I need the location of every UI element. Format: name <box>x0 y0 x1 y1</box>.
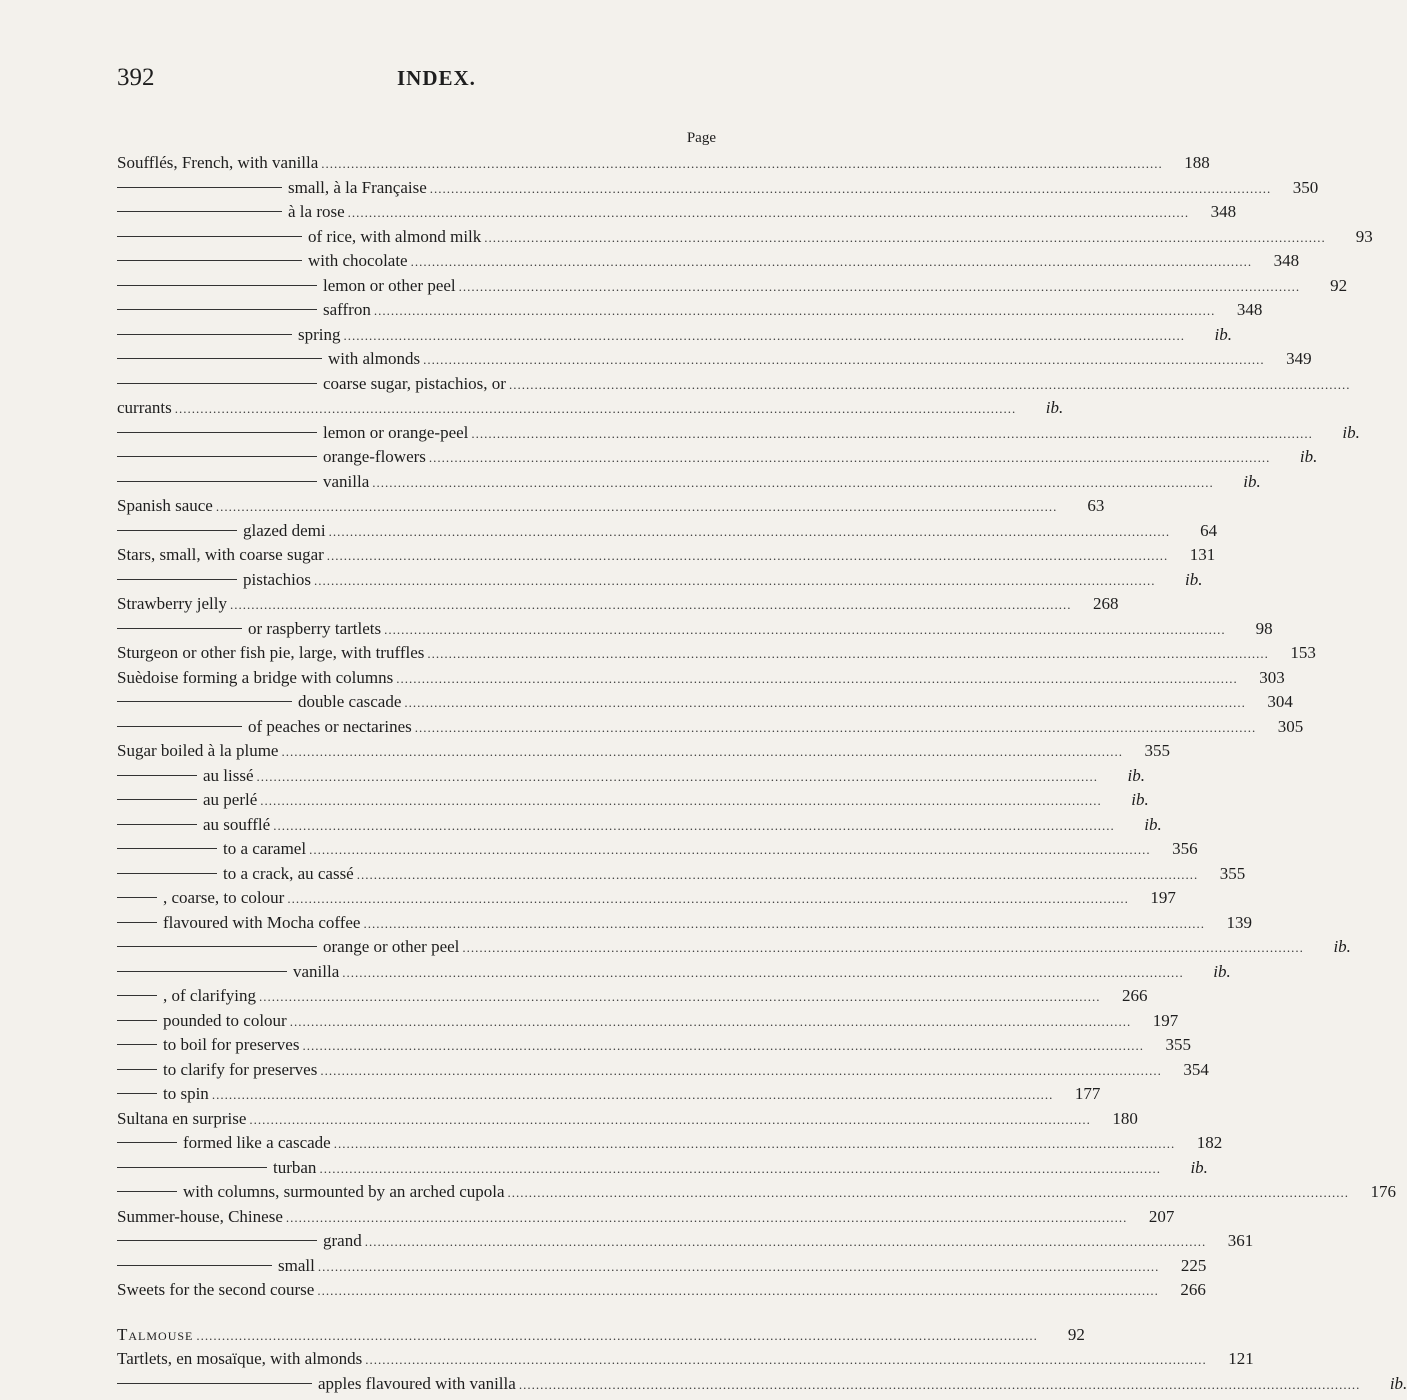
entry-label: Soufflés, French, with vanilla <box>117 153 319 172</box>
entry-label: or raspberry tartlets <box>248 618 382 638</box>
entry-page-number: 197 <box>1150 888 1176 907</box>
entry-label: Spanish sauce <box>117 496 213 515</box>
entry-label: to a caramel <box>223 839 307 858</box>
entry-page-number: 182 <box>1196 1133 1223 1152</box>
ditto-rule <box>117 579 237 580</box>
entry-label: apples flavoured with vanilla <box>318 1373 516 1393</box>
entry-page-number: 207 <box>1148 1206 1175 1226</box>
dot-leader <box>344 324 1186 349</box>
index-entry <box>117 372 723 397</box>
index-entry <box>117 274 1348 299</box>
index-entry <box>117 151 1210 176</box>
dot-leader <box>212 1083 1054 1108</box>
entry-label: glazed demi <box>243 520 326 540</box>
entry-page-number: ib. <box>1342 422 1360 442</box>
entry-label: au soufflé <box>203 814 271 834</box>
ditto-rule <box>117 1265 272 1266</box>
ditto-rule <box>117 897 157 898</box>
entry-page-number: 348 <box>1273 251 1300 270</box>
dot-leader <box>365 1230 1207 1255</box>
entry-page-number: 266 <box>1180 1280 1206 1299</box>
index-entry <box>117 396 1064 421</box>
entry-label: pounded to colour <box>163 1010 287 1030</box>
entry-page-number: 93 <box>1355 226 1373 246</box>
ditto-rule <box>117 1167 267 1168</box>
dot-leader <box>314 569 1156 594</box>
ditto-rule <box>117 1020 157 1021</box>
entry-page-number: 355 <box>1219 863 1246 883</box>
entry-page-number: 348 <box>1210 202 1237 221</box>
index-entry <box>117 984 1148 1009</box>
dot-leader <box>317 1279 1159 1304</box>
entry-label: of peaches or nectarines <box>248 716 412 736</box>
entry-page-number: 356 <box>1172 839 1198 858</box>
entry-page-number: ib. <box>1185 569 1203 589</box>
ditto-rule <box>117 726 242 727</box>
entry-page-number: 180 <box>1112 1108 1138 1128</box>
dot-leader <box>287 887 1129 912</box>
entry-label: orange-flowers <box>323 447 426 466</box>
entry-page-number: 266 <box>1122 986 1148 1005</box>
index-entry <box>117 298 1263 323</box>
ditto-rule <box>117 995 157 996</box>
entry-page-number: 63 <box>1087 496 1105 515</box>
entry-page-number: ib. <box>1213 961 1231 981</box>
ditto-rule <box>117 922 157 923</box>
entry-label: to spin <box>163 1084 209 1103</box>
index-entry <box>117 813 1162 838</box>
entry-label: Strawberry jelly <box>117 594 227 613</box>
index-entry <box>117 1323 1085 1348</box>
entry-page-number: 153 <box>1290 643 1316 662</box>
entry-label: with almonds <box>328 349 421 368</box>
dot-leader <box>365 1348 1207 1373</box>
dot-leader <box>415 716 1257 741</box>
entry-label: Sugar boiled à la plume <box>117 741 279 760</box>
entry-page-number: 197 <box>1152 1010 1179 1030</box>
dot-leader <box>374 299 1216 324</box>
index-entry <box>117 494 1105 519</box>
entry-label: formed like a cascade <box>183 1133 331 1152</box>
entry-label: au lissé <box>203 765 254 785</box>
index-entry <box>117 886 1176 911</box>
entry-page-number: 92 <box>1067 1324 1085 1344</box>
ditto-rule <box>117 775 197 776</box>
dot-leader <box>273 814 1115 839</box>
index-entry <box>117 1156 1208 1181</box>
index-entry <box>117 543 1216 568</box>
ditto-rule <box>117 334 292 335</box>
entry-label: turban <box>273 1157 317 1177</box>
entry-page-number: 139 <box>1226 912 1252 932</box>
index-entry <box>117 935 1351 960</box>
index-entry <box>117 617 1273 642</box>
ditto-rule <box>117 1191 177 1192</box>
dot-leader <box>342 961 1184 986</box>
dot-leader <box>430 177 1272 202</box>
entry-page-number: 225 <box>1180 1255 1207 1275</box>
entry-page-number: 176 <box>1370 1182 1397 1201</box>
entry-page-number: ib. <box>1131 790 1149 809</box>
dot-leader <box>216 495 1058 520</box>
entry-label: Sweets for the second course <box>117 1280 315 1299</box>
index-entry <box>117 862 1246 887</box>
index-entry <box>117 764 1146 789</box>
entry-label: with chocolate <box>308 251 408 270</box>
entry-label: currants <box>117 398 172 417</box>
index-entry <box>117 176 1319 201</box>
ditto-rule <box>117 456 317 457</box>
index-entry <box>117 1107 1138 1132</box>
dot-leader <box>429 446 1271 471</box>
dot-leader <box>230 593 1072 618</box>
entry-page-number: 131 <box>1189 545 1216 564</box>
entry-label: small <box>278 1255 315 1275</box>
dot-leader <box>423 348 1265 373</box>
entry-label: , of clarifying <box>163 986 256 1005</box>
ditto-rule <box>117 309 317 310</box>
index-entry <box>117 1033 1191 1058</box>
entry-label: Stars, small, with coarse sugar <box>117 545 324 564</box>
ditto-rule <box>117 799 197 800</box>
index-entry <box>117 911 1252 936</box>
index-entry <box>117 1205 1175 1230</box>
dot-leader <box>396 667 1238 692</box>
dot-leader <box>357 863 1199 888</box>
entry-page-number: 349 <box>1286 349 1312 368</box>
ditto-rule <box>117 1093 157 1094</box>
ditto-rule <box>117 628 242 629</box>
dot-leader <box>484 226 1326 251</box>
entry-page-number: 64 <box>1200 520 1218 540</box>
entry-page-number: 304 <box>1267 692 1293 711</box>
entry-page-number: 268 <box>1093 594 1119 613</box>
dot-leader <box>459 275 1301 300</box>
ditto-rule <box>117 1142 177 1143</box>
index-entry <box>117 960 1231 985</box>
dot-leader <box>334 1132 1176 1157</box>
entry-label: lemon or orange-peel <box>323 422 469 442</box>
entry-page-number: 92 <box>1330 275 1348 295</box>
dot-leader <box>404 691 1246 716</box>
dot-leader <box>348 201 1190 226</box>
index-entry <box>117 1082 1101 1107</box>
index-entry <box>117 715 1304 740</box>
entry-label: to boil for preserves <box>163 1035 300 1054</box>
index-entry <box>117 470 1261 495</box>
dot-leader <box>321 152 1163 177</box>
entry-page-number: 303 <box>1259 667 1285 687</box>
dot-leader <box>320 1059 1162 1084</box>
entry-label: lemon or other peel <box>323 275 456 295</box>
ditto-rule <box>117 824 197 825</box>
entry-page-number: 121 <box>1228 1349 1254 1368</box>
dot-leader <box>471 422 1313 447</box>
entry-label: grand <box>323 1231 362 1250</box>
running-head: INDEX. <box>397 66 476 90</box>
entry-page-number: ib. <box>1243 471 1261 491</box>
entry-label: small, à la Française <box>288 177 427 197</box>
index-entry <box>117 249 1300 274</box>
dot-leader <box>281 740 1123 765</box>
ditto-rule <box>117 285 317 286</box>
entry-page-number: ib. <box>1389 1373 1407 1393</box>
page-number: 392 <box>117 64 155 91</box>
entry-label: Summer-house, Chinese <box>117 1206 283 1226</box>
dot-leader <box>249 1108 1091 1133</box>
entry-page-number: 348 <box>1236 300 1263 319</box>
entry-label: vanilla <box>323 471 370 491</box>
dot-leader <box>290 1010 1132 1035</box>
index-entry <box>117 323 1232 348</box>
index-entry <box>117 1254 1207 1279</box>
entry-label: spring <box>298 324 341 344</box>
entry-page-number: 350 <box>1292 177 1319 197</box>
ditto-rule <box>117 1240 317 1241</box>
entry-page-number: 354 <box>1183 1059 1209 1079</box>
dot-leader <box>519 1373 1361 1398</box>
index-entry <box>117 690 1293 715</box>
entry-page-number: 355 <box>1165 1035 1191 1054</box>
dot-leader <box>508 1181 1350 1206</box>
dot-leader <box>411 250 1253 275</box>
index-entry <box>117 1009 1179 1034</box>
dot-leader <box>384 618 1226 643</box>
entry-page-number: ib. <box>1333 937 1351 956</box>
dot-leader <box>260 789 1102 814</box>
index-entry <box>117 1131 1223 1156</box>
entry-label: saffron <box>323 300 371 319</box>
index-entry <box>117 347 1312 372</box>
dot-leader <box>509 373 1351 398</box>
entry-label: Tartlets, en mosaïque, with almonds <box>117 1349 363 1368</box>
dot-leader <box>462 936 1304 961</box>
ditto-rule <box>117 383 317 384</box>
index-entry <box>117 837 1198 862</box>
ditto-rule <box>117 260 302 261</box>
index-entry <box>117 666 1285 691</box>
dot-leader <box>309 838 1151 863</box>
dot-leader <box>302 1034 1144 1059</box>
ditto-rule <box>117 236 302 237</box>
page-column-label: Page <box>686 130 716 146</box>
dot-leader <box>329 520 1171 545</box>
entry-page-number: ib. <box>1299 447 1318 466</box>
ditto-rule <box>117 1069 157 1070</box>
index-entry <box>117 1347 1254 1372</box>
entry-page-number: ib. <box>1144 814 1162 834</box>
entry-label: Sturgeon or other fish pie, large, with truffles <box>117 643 425 662</box>
entry-page-number: 355 <box>1144 741 1170 760</box>
entry-label: of rice, with almond milk <box>308 226 482 246</box>
index-entry <box>117 1229 1254 1254</box>
dot-leader <box>257 765 1099 790</box>
entry-label: Suèdoise forming a bridge with columns <box>117 667 394 687</box>
dot-leader <box>196 1324 1038 1349</box>
entry-page-number: 305 <box>1277 716 1304 736</box>
dot-leader <box>286 1206 1128 1231</box>
entry-page-number: 98 <box>1255 618 1273 638</box>
entry-label: to a crack, au cassé <box>223 863 354 883</box>
index-entry <box>117 225 1373 250</box>
entry-page-number: 188 <box>1184 153 1210 172</box>
ditto-rule <box>117 1044 157 1045</box>
entry-page-number: ib. <box>1190 1157 1208 1177</box>
ditto-rule <box>117 946 317 947</box>
ditto-rule <box>117 848 217 849</box>
index-entry <box>117 1372 1407 1397</box>
index-entry <box>117 641 1316 666</box>
entry-label: , coarse, to colour <box>163 888 285 907</box>
entry-page-number: ib. <box>1214 324 1232 344</box>
index-entry <box>117 445 1318 470</box>
dot-leader <box>372 471 1214 496</box>
ditto-rule <box>117 211 282 212</box>
entry-page-number: 361 <box>1227 1231 1254 1250</box>
dot-leader <box>259 985 1101 1010</box>
index-entry <box>117 568 1203 593</box>
entry-label: to clarify for preserves <box>163 1059 318 1079</box>
index-entry <box>117 592 1119 617</box>
entry-label: with columns, surmounted by an arched cupola <box>183 1182 505 1201</box>
entry-page-number: 177 <box>1074 1084 1101 1103</box>
index-entry <box>117 1278 1206 1303</box>
ditto-rule <box>117 701 292 702</box>
index-entry <box>117 421 1360 446</box>
entry-label: flavoured with Mocha coffee <box>163 912 361 932</box>
index-entry <box>117 1180 1397 1205</box>
dot-leader <box>319 1157 1161 1182</box>
entry-label: Sultana en surprise <box>117 1108 247 1128</box>
entry-page-number: ib. <box>1127 765 1146 785</box>
entry-label: au perlé <box>203 790 258 809</box>
entry-label: Talmouse <box>117 1324 194 1344</box>
entry-label: pistachios <box>243 569 311 589</box>
index-entry <box>117 788 1149 813</box>
dot-leader <box>363 912 1205 937</box>
page-header <box>117 64 720 104</box>
ditto-rule <box>117 481 317 482</box>
entry-label: vanilla <box>293 961 340 981</box>
dot-leader <box>318 1255 1160 1280</box>
dot-leader <box>327 544 1169 569</box>
entry-label: coarse sugar, pistachios, or <box>323 373 506 393</box>
ditto-rule <box>117 358 322 359</box>
ditto-rule <box>117 1383 312 1384</box>
index-entry <box>117 200 1237 225</box>
index-entry <box>117 519 1218 544</box>
ditto-rule <box>117 187 282 188</box>
ditto-rule <box>117 432 317 433</box>
entry-label: à la rose <box>288 202 345 221</box>
ditto-rule <box>117 530 237 531</box>
index-entry <box>117 739 1170 764</box>
ditto-rule <box>117 873 217 874</box>
entry-label: orange or other peel <box>323 937 460 956</box>
ditto-rule <box>117 971 287 972</box>
entry-page-number: ib. <box>1045 398 1064 417</box>
entry-label: double cascade <box>298 692 402 711</box>
index-entry <box>117 1058 1209 1083</box>
dot-leader <box>427 642 1269 667</box>
index-entries <box>117 151 1407 1396</box>
dot-leader <box>175 397 1017 422</box>
